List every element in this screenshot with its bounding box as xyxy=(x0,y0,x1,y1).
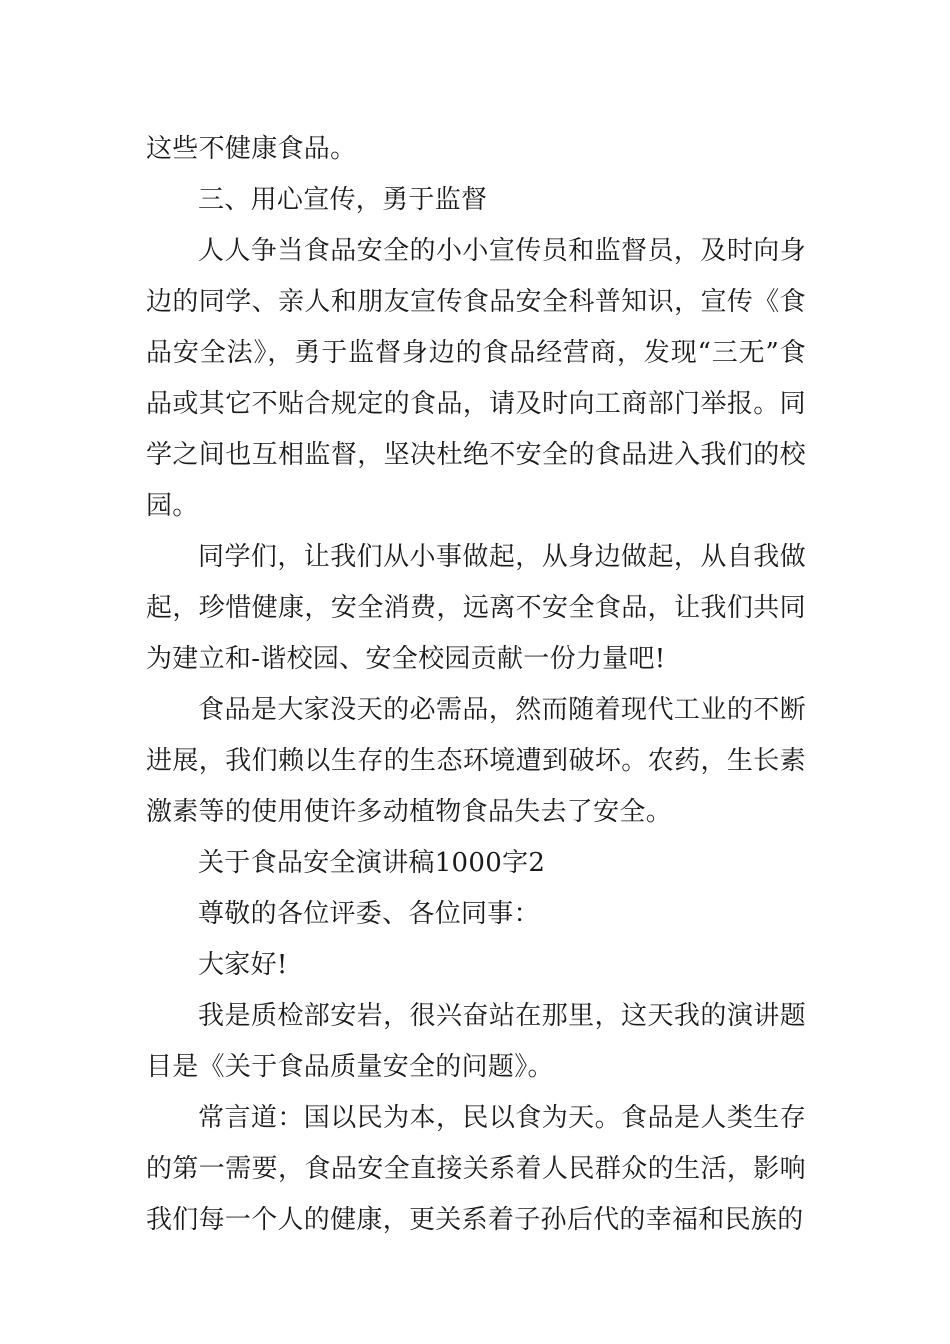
speech-title-2: 关于食品安全演讲稿1000字2 xyxy=(198,848,546,878)
paragraph-proverb: 常言道：国以民为本，民以食为天。食品是人类生存的第一需要，食品安全直接关系着人民群众的生活，影响我们每一个人的健康，更关系着子孙后代的幸福和民族的 xyxy=(146,1103,806,1235)
paragraph-food-necessity: 食品是大家没天的必需品，然而随着现代工业的不断进展，我们赖以生存的生态环境遭到破坏。农药，生长素激素等的使用使许多动植物食品失去了安全。 xyxy=(146,695,806,827)
section-heading-3: 三、用心宣传，勇于监督 xyxy=(198,185,488,215)
greeting: 大家好! xyxy=(198,950,288,980)
paragraph-supervision: 人人争当食品安全的小小宣传员和监督员，及时向身边的同学、亲人和朋友宣传食品安全科普知识，宣传《食品安全法》，勇于监督身边的食品经营商，发现“三无”食品或其它不贴合规定的食品，请及时向工商部门举报。同学之间也互相监督，坚决杜绝不安全的食品进入我们的校园。 xyxy=(146,236,806,521)
salutation: 尊敬的各位评委、各位同事： xyxy=(198,899,540,929)
paragraph-call-to-action: 同学们，让我们从小事做起，从身边做起，从自我做起，珍惜健康，安全消费，远离不安全食品，让我们共同为建立和-谐校园、安全校园贡献一份力量吧! xyxy=(146,542,806,674)
document-body xyxy=(146,124,806,1246)
paragraph-introduction: 我是质检部安岩，很兴奋站在那里，这天我的演讲题目是《关于食品质量安全的问题》。 xyxy=(146,1001,806,1082)
paragraph-1: 这些不健康食品。 xyxy=(146,134,357,164)
